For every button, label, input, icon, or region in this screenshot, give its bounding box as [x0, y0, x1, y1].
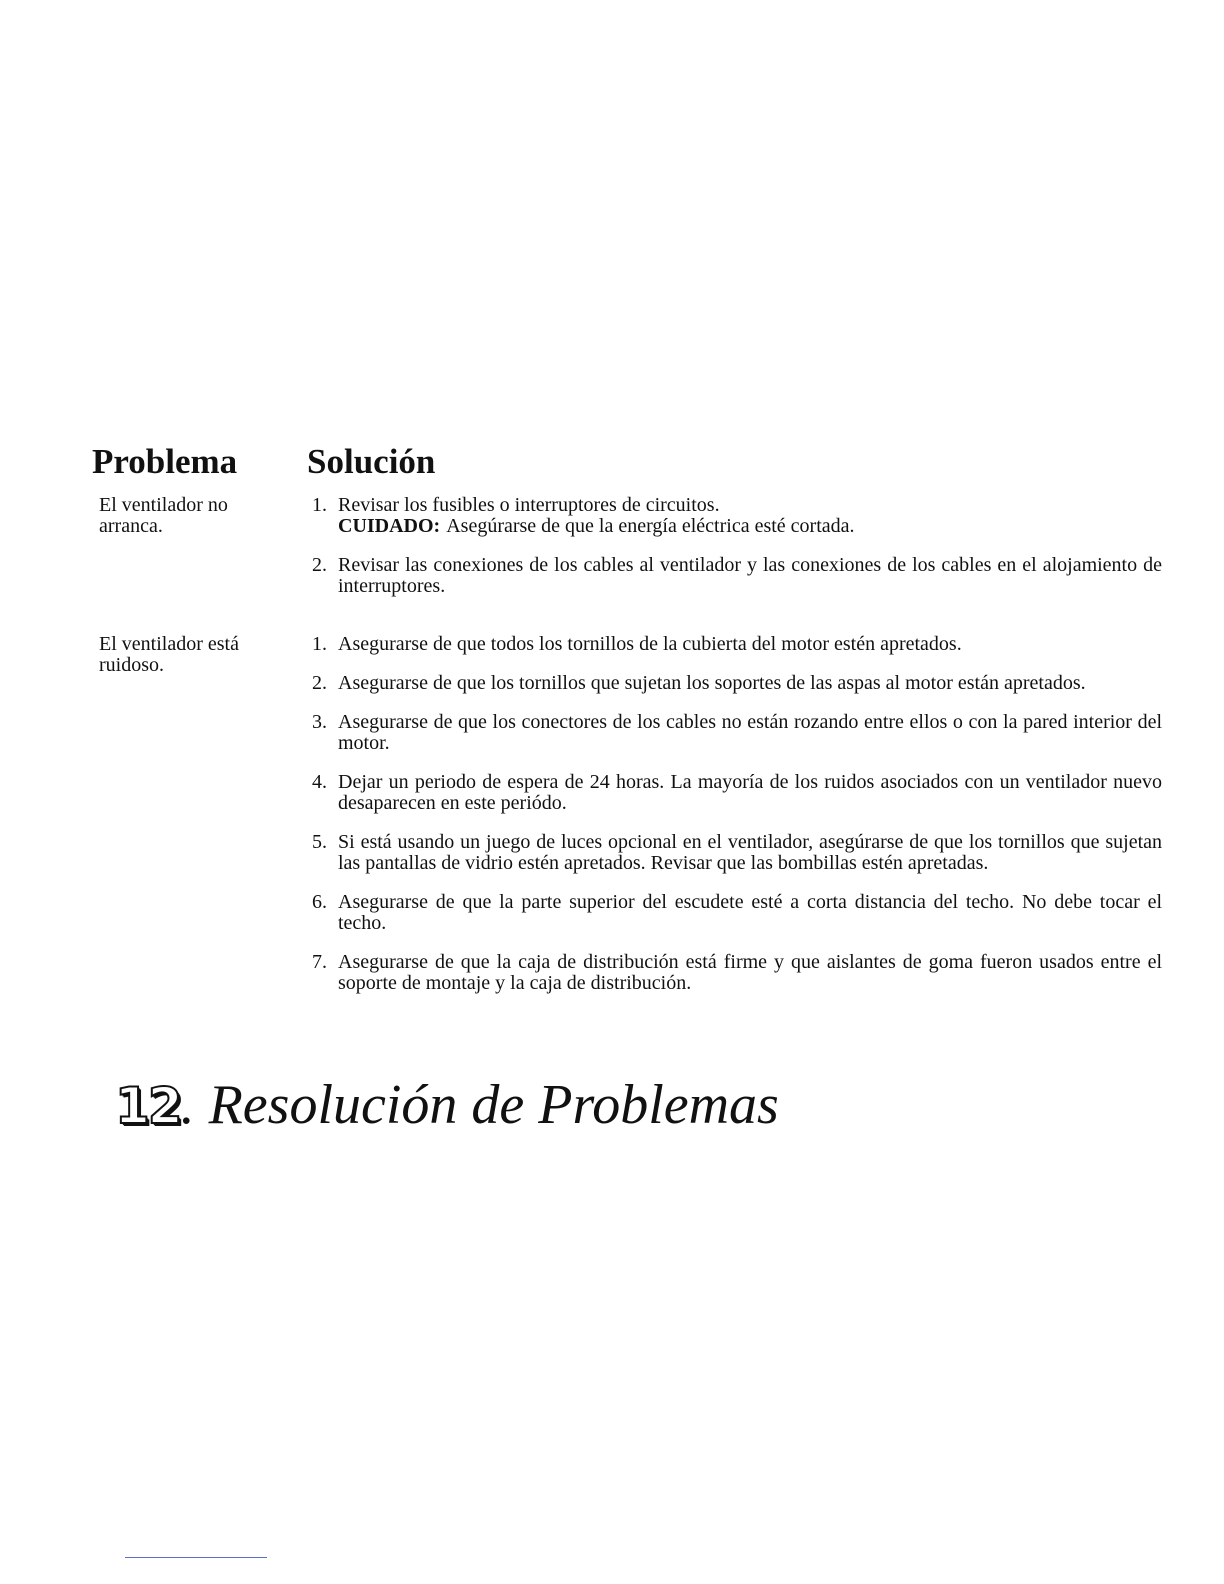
solution-number: 4.: [312, 771, 327, 793]
solution-number: 2.: [312, 554, 327, 576]
footer-rule: [125, 1557, 267, 1558]
solution-column-header: Solución: [307, 442, 436, 481]
solution-text: Asegurarse de que todos los tornillos de la cubierta del motor estén apretados.: [338, 633, 962, 655]
solution-text: Revisar las conexiones de los cables al ventilador y las conexiones de los cables en el alojamiento de interruptores.: [338, 554, 1162, 597]
solution-item: [312, 772, 1162, 814]
solution-text: Asegurarse de que los conectores de los cables no están rozando entre ellos o con la pared interior del motor.: [338, 711, 1162, 754]
caution-note: [338, 516, 1162, 537]
section-title: [115, 1070, 779, 1141]
solution-number: 5.: [312, 831, 327, 853]
solution-text: Asegurarse de que la caja de distribución está firme y que aislantes de goma fueron usados entre el soporte de montaje y la caja de distribución.: [338, 951, 1162, 994]
solution-number: 1.: [312, 494, 327, 516]
solution-text: Dejar un periodo de espera de 24 horas. La mayoría de los ruidos asociados con un ventilador nuevo desaparecen en este periódo.: [338, 771, 1162, 814]
solution-text: Asegurarse de que los tornillos que sujetan los soportes de las aspas al motor están apretados.: [338, 672, 1086, 694]
solution-list-fan-noisy: [312, 634, 1162, 1012]
solution-item: [312, 495, 1162, 537]
problem-fan-wont-start: El ventilador no arranca.: [99, 494, 228, 537]
caution-label: CUIDADO:: [338, 515, 441, 537]
solution-number: 3.: [312, 711, 327, 733]
solution-text: Revisar los fusibles o interruptores de circuitos.: [338, 494, 720, 516]
solution-text: Asegurarse de que la parte superior del escudete esté a corta distancia del techo. No debe tocar el techo.: [338, 891, 1162, 934]
solution-item: [312, 634, 1162, 655]
solution-number: 7.: [312, 951, 327, 973]
problem-fan-noisy: El ventilador está ruidoso.: [99, 633, 239, 676]
solution-item: [312, 712, 1162, 754]
solution-number: 6.: [312, 891, 327, 913]
solution-item: [312, 952, 1162, 994]
caution-text: Asegúrarse de que la energía eléctrica esté cortada.: [446, 515, 855, 537]
solution-text: Si está usando un juego de luces opcional en el ventilador, asegúrarse de que los tornillos que sujetan las pantallas de vidrio estén apretados. Revisar que las bombillas estén apretadas.: [338, 831, 1162, 874]
solution-number: 2.: [312, 672, 327, 694]
solution-item: [312, 892, 1162, 934]
section-title-text: . Resolución de Problemas: [180, 1074, 779, 1136]
solution-item: [312, 673, 1162, 694]
solution-number: 1.: [312, 633, 327, 655]
solution-item: [312, 555, 1162, 597]
section-number: 12: [115, 1077, 181, 1135]
solution-list-fan-wont-start: [312, 495, 1162, 615]
problem-column-header: Problema: [92, 442, 238, 481]
solution-item: [312, 832, 1162, 874]
